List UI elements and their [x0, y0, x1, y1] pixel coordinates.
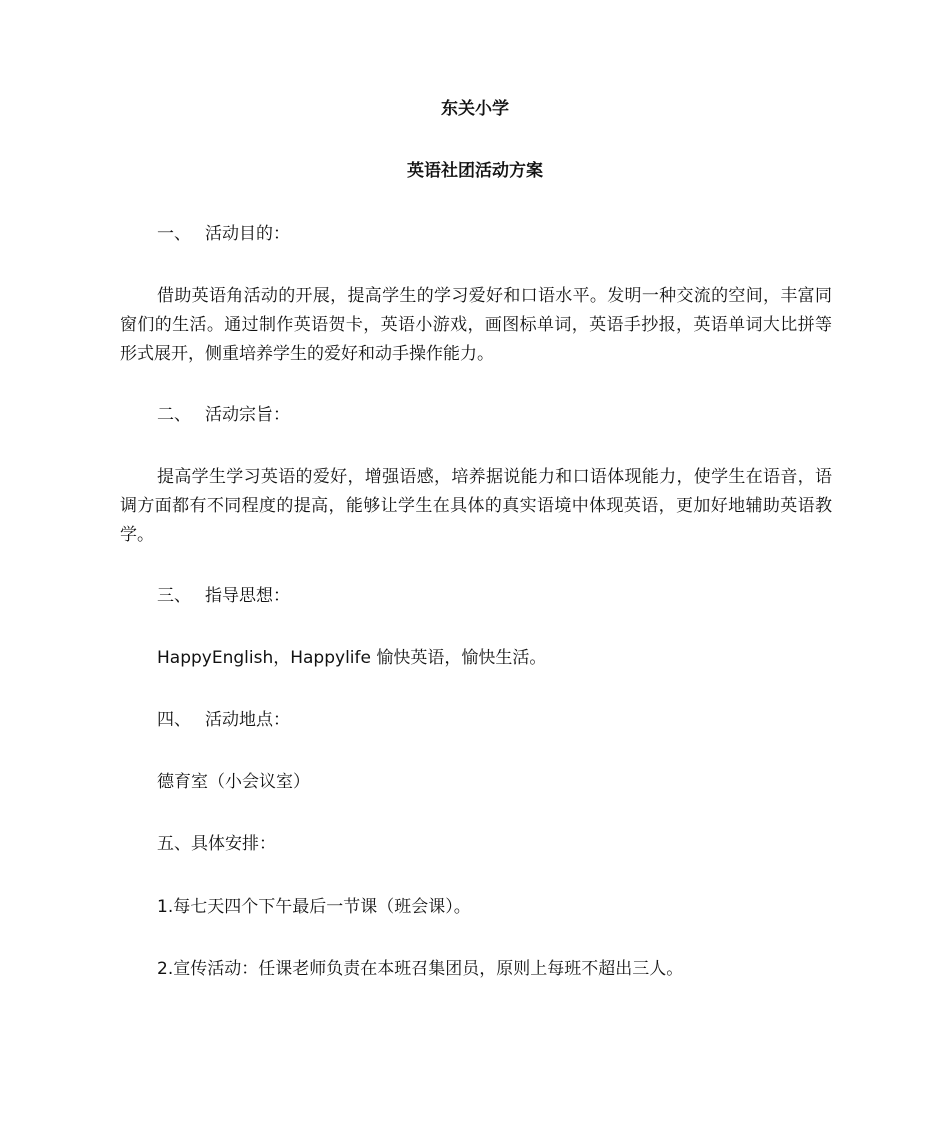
- section-heading-purpose: [157, 222, 872, 246]
- section-number: 三、: [157, 586, 191, 606]
- guiding-thought-text: HappyEnglish，Happylife 愉快英语，愉快生活。: [157, 648, 547, 668]
- section-label: 活动宗旨：: [205, 405, 290, 425]
- paragraph-aim: 提高学生学习英语的爱好，增强语感，培养据说能力和口语体现能力，使学生在语音，语调方面都有不同程度的提高，能够让学生在具体的真实语境中体现英语，更加好地辅助英语教学。: [120, 467, 832, 545]
- section-heading-guiding-thought: [157, 584, 872, 608]
- section-heading-location: [157, 708, 872, 732]
- arrangement-item: 1.每七天四个下午最后一节课（班会课）。: [157, 897, 471, 917]
- school-name: 东关小学: [441, 99, 509, 119]
- section-heading-arrangement: 五、具体安排：: [157, 834, 276, 854]
- section-number: 二、: [157, 405, 191, 425]
- document-title: 英语社团活动方案: [407, 161, 543, 181]
- section-number: 四、: [157, 710, 191, 730]
- section-label: 活动地点：: [205, 710, 290, 730]
- location-text: 德育室（小会议室）: [157, 772, 310, 792]
- section-label: 活动目的：: [205, 224, 290, 244]
- arrangement-item: 2.宣传活动：任课老师负责在本班召集团员，原则上每班不超出三人。: [157, 959, 684, 979]
- paragraph-purpose: 借助英语角活动的开展，提高学生的学习爱好和口语水平。发明一种交流的空间，丰富同窗们的生活。通过制作英语贺卡，英语小游戏，画图标单词，英语手抄报，英语单词大比拼等形式展开，侧重培养学生的爱好和动手操作能力。: [120, 286, 832, 364]
- section-label: 指导思想：: [205, 586, 290, 606]
- section-number: 一、: [157, 224, 191, 244]
- section-heading-aim: [157, 403, 872, 427]
